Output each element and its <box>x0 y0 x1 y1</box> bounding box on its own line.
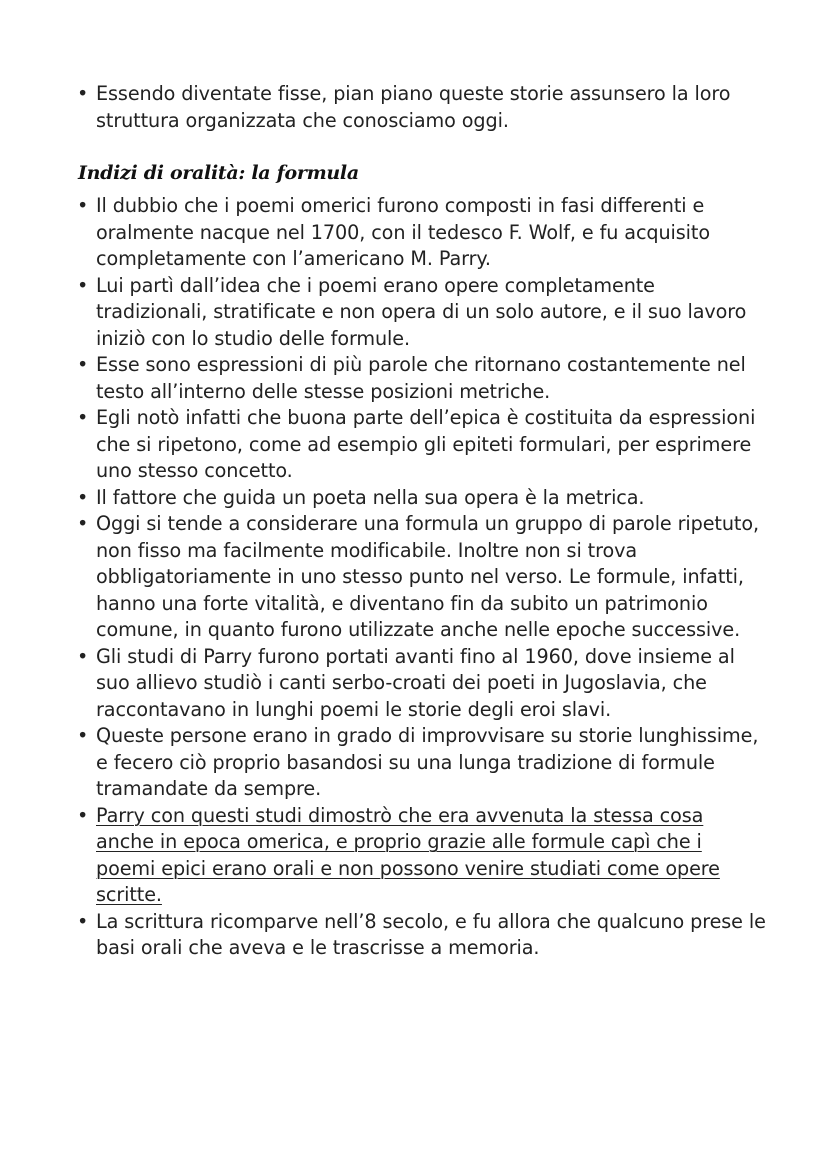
bullet-icon: • <box>77 273 89 297</box>
bullet-icon: • <box>77 512 89 535</box>
bullet-icon: • <box>77 406 89 429</box>
list-item-underlined <box>77 803 767 909</box>
list-item-text: Il fattore che guida un poeta nella sua opera è la metrica. <box>96 485 645 509</box>
bullet-icon: • <box>77 485 89 509</box>
list-item-text: Queste persone erano in grado di improvvisare su storie lunghissime, e fecero ciò proprio basandosi su una lunga tradizione di formule tramandate da sempre. <box>96 724 759 800</box>
intro-bullet-list <box>77 81 767 134</box>
bullet-icon: • <box>77 194 89 217</box>
bullet-icon: • <box>77 644 89 668</box>
list-item-text: Esse sono espressioni di più parole che ritornano costantemente nel testo all’interno delle stesse posizioni metriche. <box>96 353 746 403</box>
bullet-icon: • <box>77 909 89 933</box>
bullet-icon: • <box>77 724 89 747</box>
list-item <box>77 273 767 353</box>
formula-bullet-list <box>77 193 767 962</box>
list-item-text: Parry con questi studi dimostrò che era avvenuta la stessa cosa anche in epoca omerica, e proprio grazie alle formule capì che i poemi epici erano orali e non possono venire studiati come opere scritte. <box>96 803 720 906</box>
section-heading: Indizi di oralità: la formula <box>78 162 359 184</box>
list-item <box>77 644 767 724</box>
bullet-icon: • <box>77 353 89 376</box>
list-item <box>77 352 767 405</box>
list-item <box>77 511 767 644</box>
list-item <box>77 81 767 134</box>
list-item-text: Oggi si tende a considerare una formula un gruppo di parole ripetuto, non fisso ma facilmente modificabile. Inoltre non si trova obbligatoriamente in uno stesso punto nel verso. Le formule, infatti, hanno una forte vitalità, e diventano fin da subito un patrimonio comune, in quanto furono utilizzate anche nelle epoche successive. <box>96 512 759 641</box>
list-item-text: Gli studi di Parry furono portati avanti fino al 1960, dove insieme al suo allievo studiò i canti serbo-croati dei poeti in Jugoslavia, che raccontavano in lunghi poemi le storie degli eroi slavi. <box>96 644 735 721</box>
list-item-text: Egli notò infatti che buona parte dell’epica è costituita da espressioni che si ripetono, come ad esempio gli epiteti formulari, per esprimere uno stesso concetto. <box>96 406 756 482</box>
list-item <box>77 485 767 512</box>
list-item-text: Lui partì dall’idea che i poemi erano opere completamente tradizionali, stratificate e non opera di un solo autore, e il suo lavoro iniziò con lo studio delle formule. <box>96 273 747 350</box>
list-item-text: Il dubbio che i poemi omerici furono composti in fasi differenti e oralmente nacque nel 1700, con il tedesco F. Wolf, e fu acquisito completamente con l’americano M. Parry. <box>96 194 710 270</box>
list-item <box>77 405 767 485</box>
bullet-icon: • <box>77 803 89 827</box>
list-item-text: La scrittura ricomparve nell’8 secolo, e fu allora che qualcuno prese le basi orali che aveva e le trascrisse a memoria. <box>96 909 766 959</box>
bullet-icon: • <box>77 82 89 105</box>
list-item-text: Essendo diventate fisse, pian piano queste storie assunsero la loro struttura organizzata che conosciamo oggi. <box>96 82 731 132</box>
list-item <box>77 909 767 962</box>
list-item <box>77 193 767 273</box>
list-item <box>77 723 767 803</box>
